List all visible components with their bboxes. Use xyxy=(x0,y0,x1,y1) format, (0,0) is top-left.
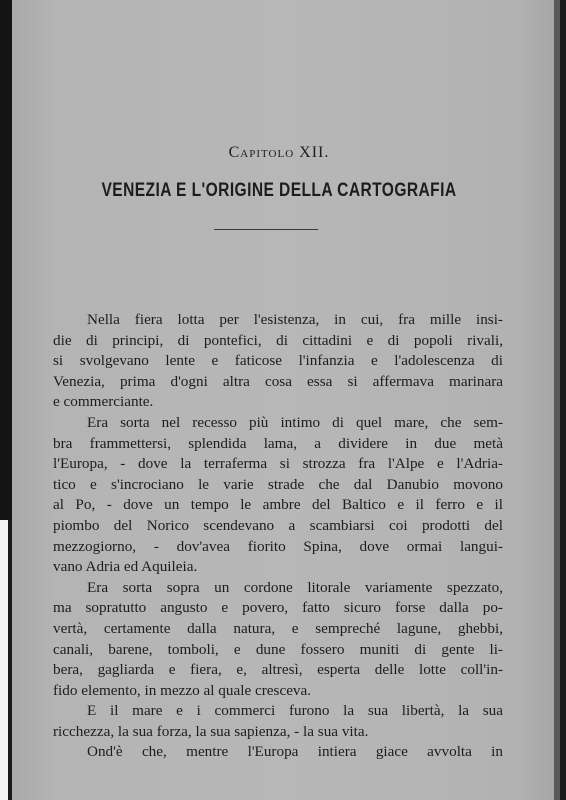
text-line: bra frammettersi, splendida lama, a dividere in due metà xyxy=(53,434,503,452)
text-line: ricchezza, la sua forza, la sua sapienza, - la sua vita. xyxy=(53,722,369,740)
text-line: Ond'è che, mentre l'Europa intiera giace avvolta in xyxy=(87,743,503,761)
text-line: fido elemento, in mezzo al quale cresceva. xyxy=(53,681,312,699)
text-line: die di principi, di pontefici, di cittadini e di popoli rivali, xyxy=(53,331,503,349)
chapter-label: Capitolo XII. xyxy=(228,144,330,161)
text-line: Nella fiera lotta per l'esistenza, in cui, fra mille insi- xyxy=(87,311,503,328)
text-line: vertà, certamente dalla natura, e sempreché lagune, ghebbi, xyxy=(53,619,503,637)
text-line: canali, barene, tomboli, e dune fossero muniti di gente li- xyxy=(53,640,503,658)
text-line: mezzogiorno, - dov'avea fiorito Spina, dove ormai langui- xyxy=(53,537,503,555)
text-line: vano Adria ed Aquileia. xyxy=(53,558,198,576)
title-divider xyxy=(214,229,318,230)
text-line: si svolgevano lente e faticose l'infanzia e l'adolescenza di xyxy=(53,352,503,370)
text-line: bera, gagliarda e fiera, e, altresì, esperta delle lotte coll'in- xyxy=(53,661,503,679)
text-line: l'Europa, - dove la terraferma si strozza fra l'Alpe e l'Adria- xyxy=(53,455,503,473)
text-line: Era sorta sopra un cordone litorale variamente spezzato, xyxy=(87,578,503,596)
text-line: tico e s'incrociano le varie strade che dal Danubio movono xyxy=(53,475,503,493)
text-line: Era sorta nel recesso più intimo di quel mare, che sem- xyxy=(87,413,503,431)
page-right-edge xyxy=(554,0,560,800)
text-line: e commerciante. xyxy=(53,393,154,411)
text-line: ma sopratutto angusto e povero, fatto sicuro forse dalla po- xyxy=(53,599,503,617)
text-line: Venezia, prima d'ogni altra cosa essa si affermava marinara xyxy=(53,372,503,390)
text-line: E il mare e i commerci furono la sua libertà, la sua xyxy=(87,702,503,720)
chapter-title: VENEZIA E L'ORIGINE DELLA CARTOGRAFIA xyxy=(101,180,457,201)
scan-left-shadow xyxy=(0,0,12,520)
text-line: piombo del Norico scendevano a scambiarsi coi prodotti del xyxy=(53,516,503,534)
text-line: al Po, - dove un tempo le ambre del Baltico e il ferro e il xyxy=(53,496,503,514)
book-page xyxy=(12,0,560,800)
scan-left-margin xyxy=(0,520,8,800)
body-text xyxy=(53,310,503,763)
